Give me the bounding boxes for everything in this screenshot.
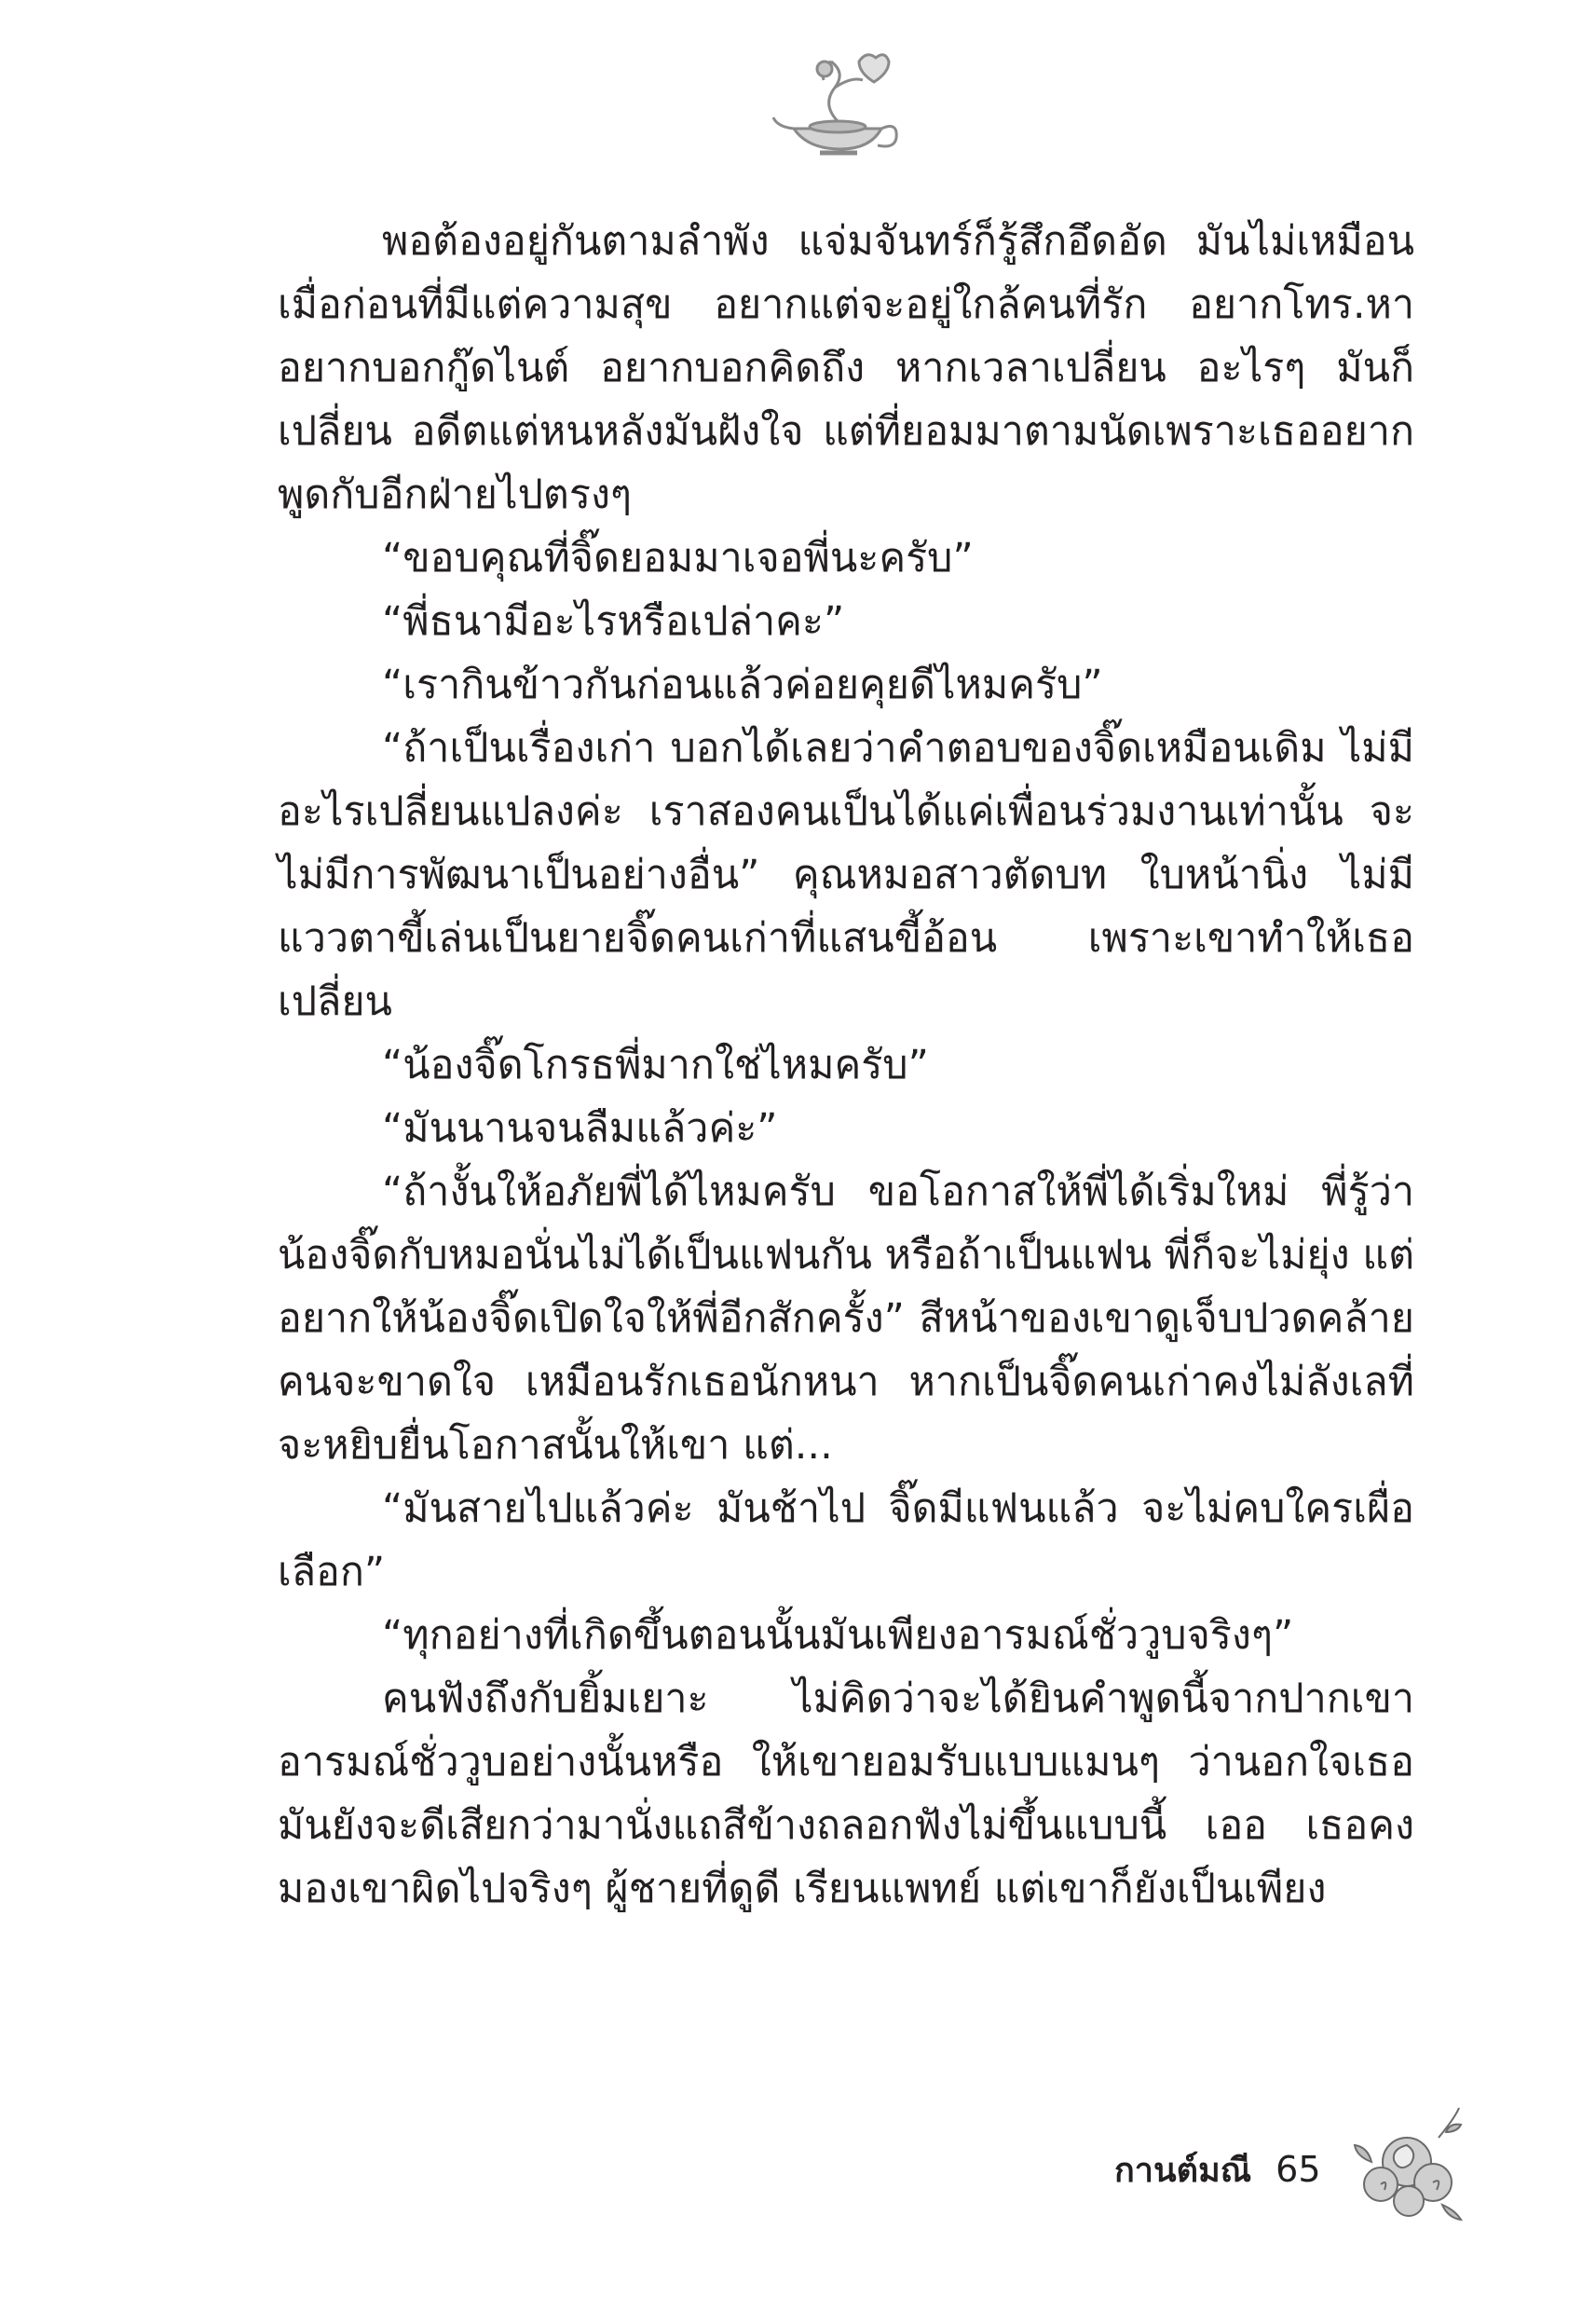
paragraph: “มันสายไปแล้วค่ะ มันช้าไป จิ๊ดมีแฟนแล้ว จะไม่คบใครเผื่อเลือก” bbox=[278, 1485, 1414, 1595]
page-footer bbox=[1114, 2132, 1321, 2207]
rose-bouquet-icon bbox=[1353, 2104, 1465, 2225]
genie-lamp-icon bbox=[766, 48, 906, 160]
book-title: กานต์มณี bbox=[1114, 2151, 1252, 2190]
dialogue-line: “เรากินข้าวกันก่อนแล้วค่อยคุยดีไหมครับ” bbox=[382, 662, 1103, 708]
dialogue-line: “ขอบคุณที่จิ๊ดยอมมาเจอพี่นะครับ” bbox=[382, 535, 974, 581]
dialogue-line: “พี่ธนามีอะไรหรือเปล่าคะ” bbox=[382, 598, 845, 645]
paragraph: พอต้องอยู่กันตามลำพัง แจ่มจันทร์ก็รู้สึกอึดอัด มันไม่เหมือนเมื่อก่อนที่มีแต่ความสุข อยากแต่จะอยู่ใกล้คนที่รัก อยากโทร.หา อยากบอกกู๊ดไนต์ อยากบอกคิดถึง หากเวลาเปลี่ยน อะไรๆ มันก็เปลี่ยน อดีตแต่หนหลังมันฝังใจ แต่ที่ยอมมาตามนัดเพราะเธออยากพูดกับอีกฝ่ายไปตรงๆ bbox=[278, 218, 1414, 518]
body-text bbox=[278, 210, 1414, 1921]
paragraph: “ถ้างั้นให้อภัยพี่ได้ไหมครับ ขอโอกาสให้พี่ได้เริ่มใหม่ พี่รู้ว่าน้องจิ๊ดกับหมอนั่นไม่ได้เป็นแฟนกัน หรือถ้าเป็นแฟน พี่ก็จะไม่ยุ่ง แต่อยากให้น้องจิ๊ดเปิดใจให้พี่อีกสักครั้ง” สีหน้าของเขาดูเจ็บปวดคล้ายคนจะขาดใจ เหมือนรักเธอนักหนา หากเป็นจิ๊ดคนเก่าคงไม่ลังเลที่จะหยิบยื่นโอกาสนั้นให้เขา แต่... bbox=[278, 1169, 1414, 1469]
dialogue-line: “มันนานจนลืมแล้วค่ะ” bbox=[382, 1105, 778, 1152]
dialogue-line: “ทุกอย่างที่เกิดขึ้นตอนนั้นมันเพียงอารมณ์ชั่ววูบจริงๆ” bbox=[382, 1612, 1294, 1659]
page-number: 65 bbox=[1275, 2149, 1321, 2190]
dialogue-line: “น้องจิ๊ดโกรธพี่มากใช่ไหมครับ” bbox=[382, 1042, 929, 1088]
paragraph: คนฟังถึงกับยิ้มเยาะ ไม่คิดว่าจะได้ยินคำพูดนี้จากปากเขา อารมณ์ชั่ววูบอย่างนั้นหรือ ให้เขายอมรับแบบแมนๆ ว่านอกใจเธอ มันยังจะดีเสียกว่ามานั่งแถสีข้างถลอกฟังไม่ขึ้นแบบนี้ เออ เธอคงมองเขาผิดไปจริงๆ ผู้ชายที่ดูดี เรียนแพทย์ แต่เขาก็ยังเป็นเพียง bbox=[278, 1675, 1414, 1912]
paragraph: “ถ้าเป็นเรื่องเก่า บอกได้เลยว่าคำตอบของจิ๊ดเหมือนเดิม ไม่มีอะไรเปลี่ยนแปลงค่ะ เราสองคนเป็นได้แค่เพื่อนร่วมงานเท่านั้น จะไม่มีการพัฒนาเป็นอย่างอื่น” คุณหมอสาวตัดบท ใบหน้านิ่ง ไม่มีแววตาขี้เล่นเป็นยายจิ๊ดคนเก่าที่แสนขี้อ้อน เพราะเขาทำให้เธอเปลี่ยน bbox=[278, 725, 1414, 1025]
